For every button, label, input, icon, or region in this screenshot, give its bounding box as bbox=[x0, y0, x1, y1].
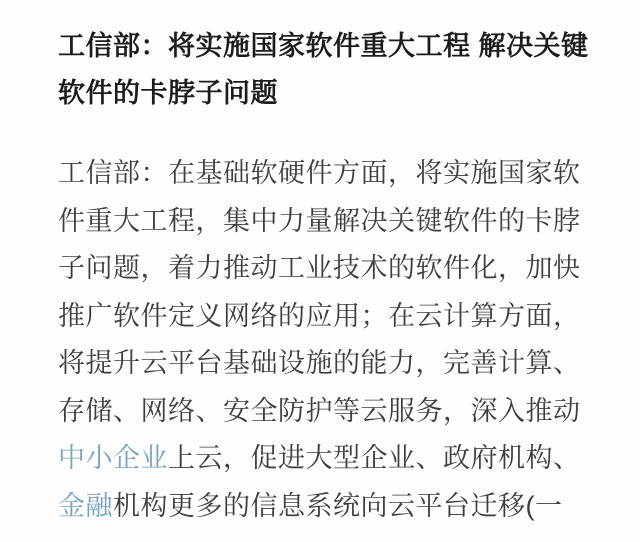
body-text: 机构更多的信息系统向云平台迁移(一 bbox=[113, 490, 563, 521]
article-title bbox=[58, 23, 590, 117]
body-line-2 bbox=[58, 198, 590, 246]
body-text: 件重大工程，集中力量解决关键软件的卡脖 bbox=[58, 205, 581, 236]
article-title-line-1: 工信部：将实施国家软件重大工程 解决关键 bbox=[58, 31, 589, 61]
body-line-1 bbox=[58, 150, 590, 198]
article-body bbox=[58, 150, 590, 530]
body-line-3 bbox=[58, 245, 590, 293]
body-line-5 bbox=[58, 340, 590, 388]
body-text: 子问题，着力推动工业技术的软件化，加快 bbox=[58, 253, 581, 283]
link-jinrong[interactable]: 金融 bbox=[58, 490, 113, 521]
body-line-6 bbox=[58, 388, 590, 436]
body-text: 存储、网络、安全防护等云服务，深入推动 bbox=[58, 395, 581, 426]
body-text: 工信部：在基础软硬件方面，将实施国家软 bbox=[58, 158, 581, 188]
next-line-partial bbox=[58, 536, 154, 542]
body-text: 上云，促进大型企业、政府机构、 bbox=[168, 443, 581, 473]
body-text: 将提升云平台基础设施的能力，完善计算、 bbox=[58, 348, 581, 378]
article-title-line-2: 软件的卡脖子问题 bbox=[58, 78, 278, 108]
body-line-7 bbox=[58, 435, 590, 483]
body-text: 推广软件定义网络的应用；在云计算方面， bbox=[58, 300, 581, 331]
body-line-4 bbox=[58, 293, 590, 341]
article-content bbox=[58, 23, 590, 530]
body-line-8 bbox=[58, 483, 590, 531]
link-zhongxiaoqiye[interactable]: 中小企业 bbox=[58, 443, 168, 473]
